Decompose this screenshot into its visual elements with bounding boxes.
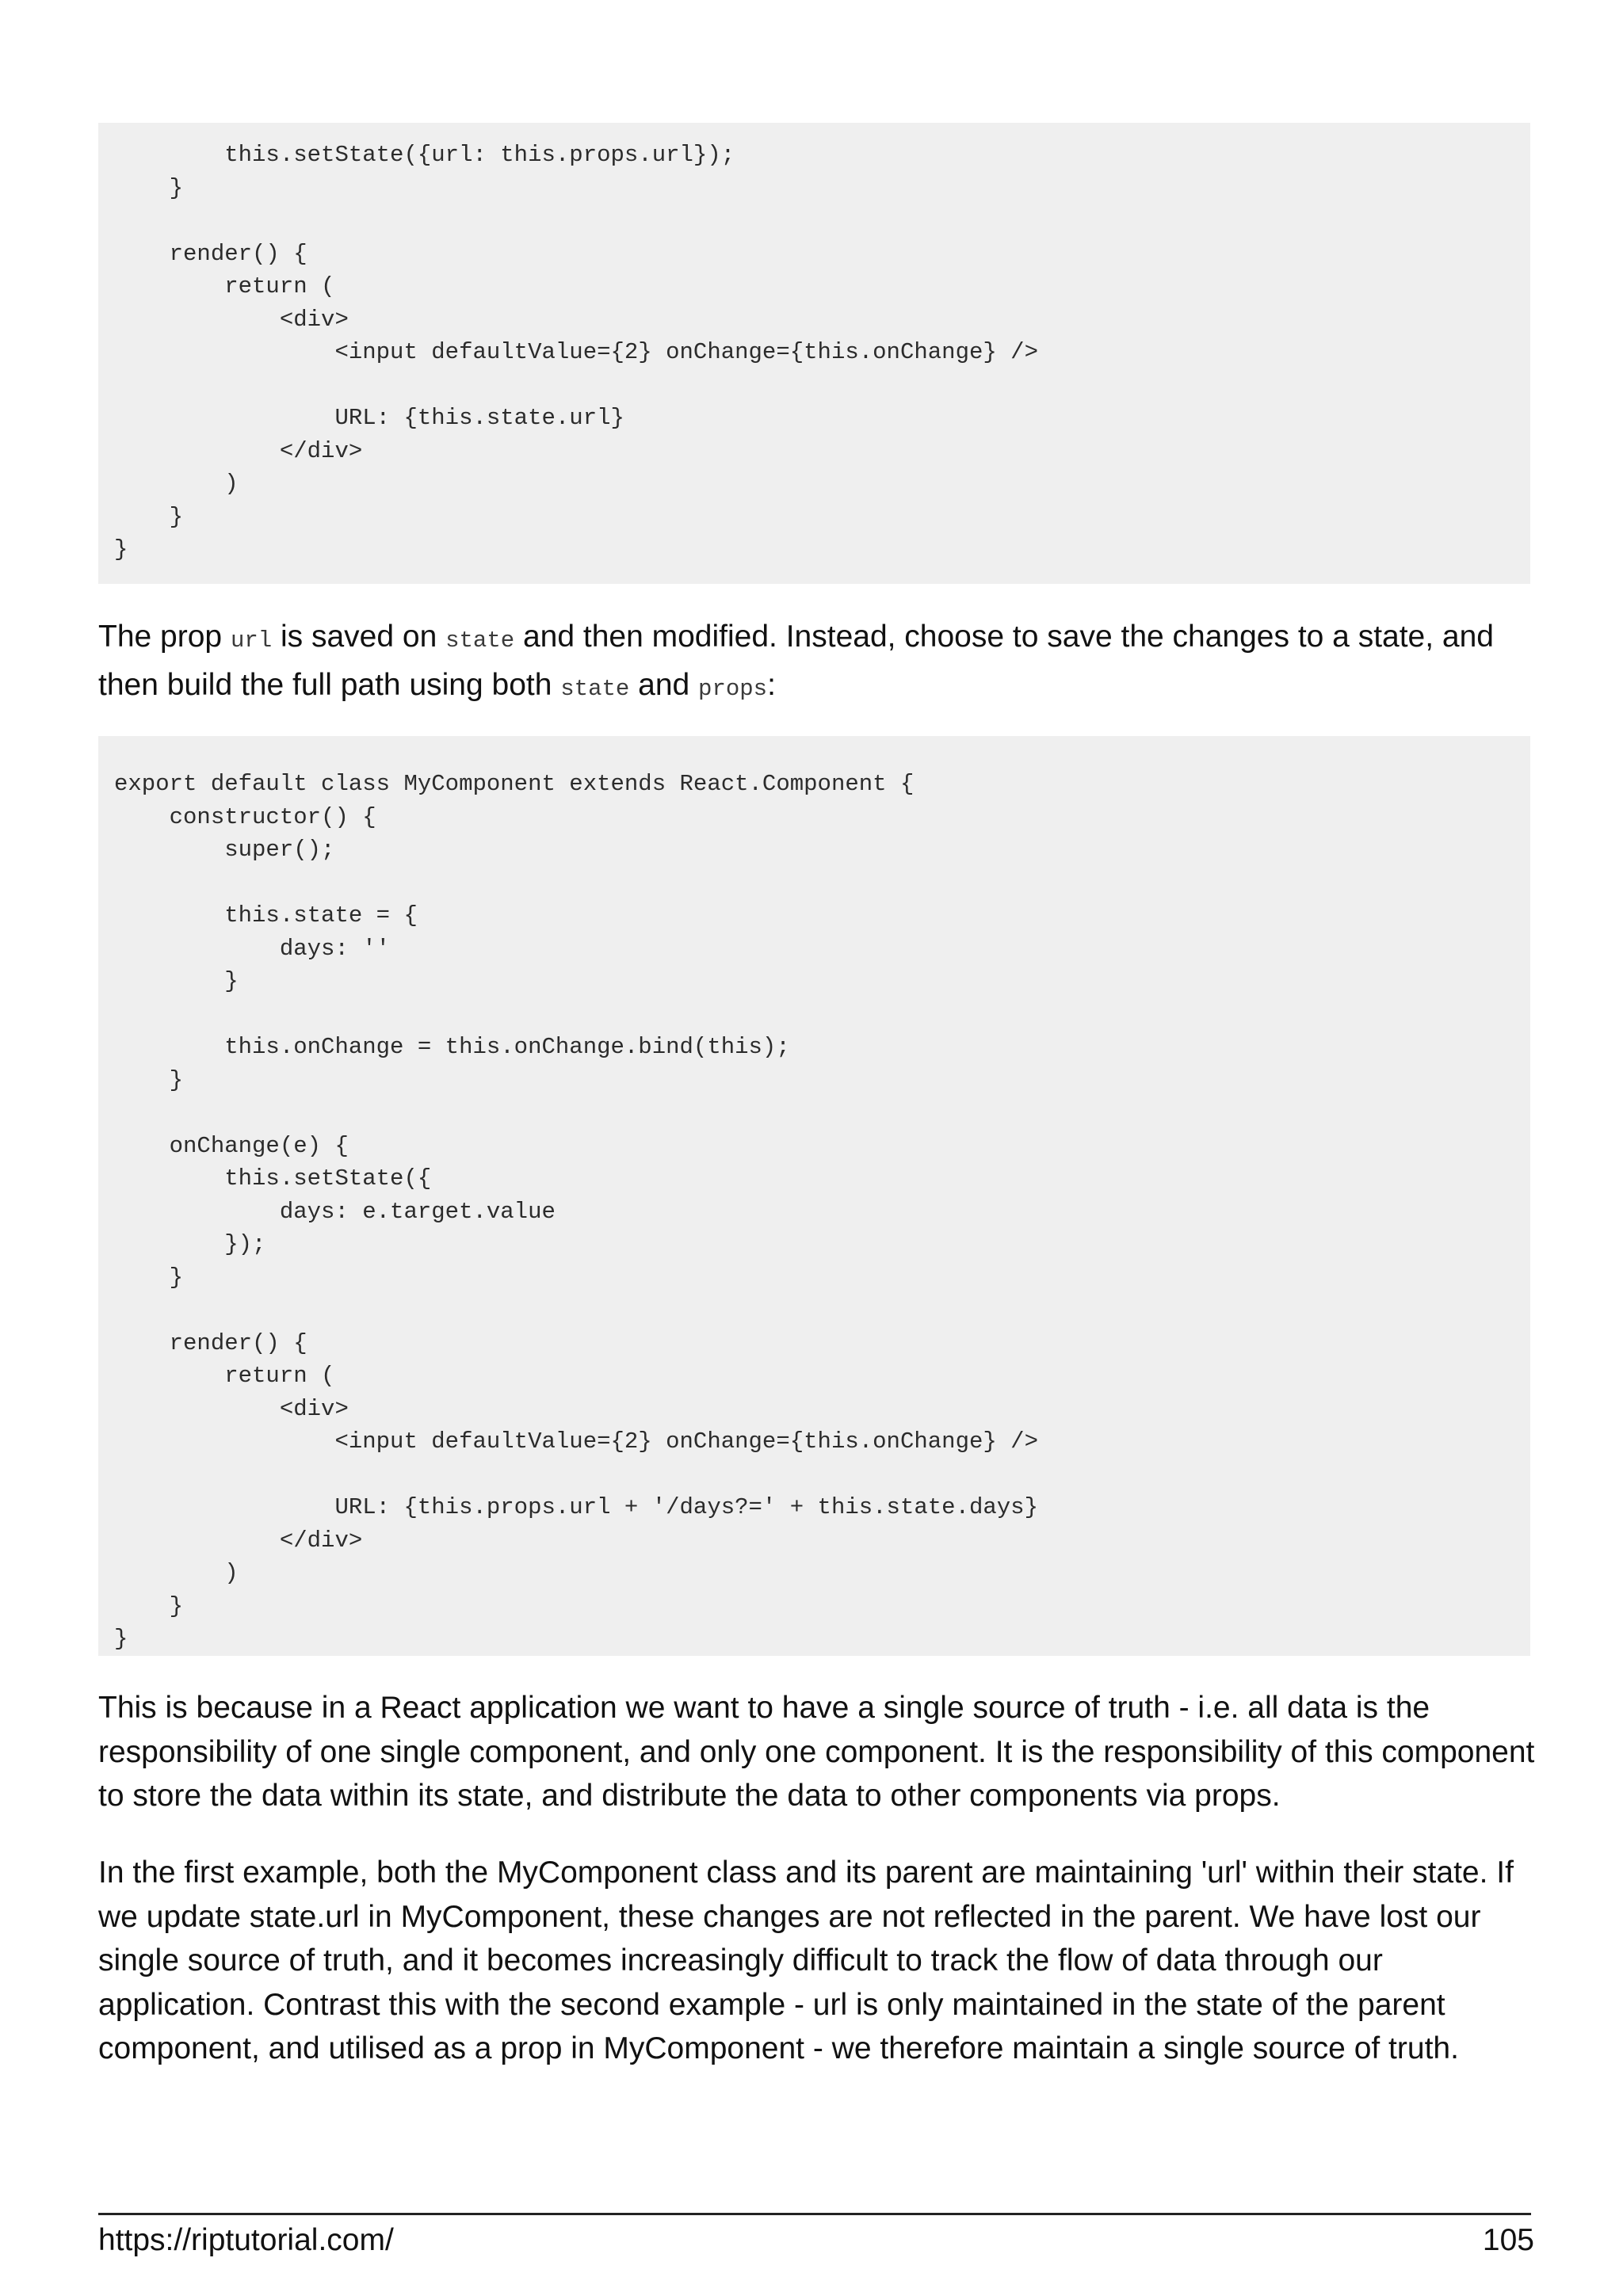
- text-run: The prop: [98, 620, 231, 654]
- text-run: is saved on: [272, 620, 446, 654]
- text-run: and then modified. Instead, choose to save the changes to a state, and then build the full path using both: [98, 620, 1494, 702]
- text-run: :: [767, 667, 776, 702]
- code-block: [98, 123, 1530, 584]
- footer-url-link[interactable]: https://riptutorial.com/: [98, 2223, 394, 2257]
- text-run: and: [629, 667, 699, 702]
- code-text: this.setState({url: this.props.url}); } render() { return ( <div> <input defaultValue={2} onChange={this.onChange} /> URL: {this.state.url} </div> ) } }: [114, 142, 1038, 563]
- code-text: export default class MyComponent extends React.Component { constructor() { super(); this.state = { days: '' } this.onChange = this.onChange.bind(this); } onChange(e) { this.setState({ days: e.target.value }); } render() { return ( <div> <input defaultValue={2} onChange={this.onChange} /> URL: {this.props.url + '/days?=' + this.state.days} </div> ) } }: [114, 771, 1038, 1652]
- paragraph: This is because in a React application we want to have a single source of truth - i.e. all data is the responsibility of one single component, and only one component. It is the responsibility of this component to store the data within its state, and distribute the data to other components via props.: [98, 1691, 1535, 1813]
- code-block: [98, 736, 1530, 1656]
- inline-code: props: [698, 675, 768, 702]
- page-number: 105: [1482, 2223, 1534, 2257]
- inline-code: state: [445, 627, 515, 654]
- inline-code: url: [230, 627, 273, 654]
- inline-code: state: [560, 675, 630, 702]
- paragraph: [98, 615, 1541, 711]
- footer-divider: [98, 2213, 1531, 2215]
- paragraph: In the first example, both the MyComponent class and its parent are maintaining 'url' within their state. If we update state.url in MyComponent, these changes are not reflected in the parent. We have lost our single source of truth, and it becomes increasingly difficult to track the flow of data through our application. Contrast this with the second example - url is only maintained in the state of the parent component, and utilised as a prop in MyComponent - we therefore maintain a single source of truth.: [98, 1855, 1514, 2065]
